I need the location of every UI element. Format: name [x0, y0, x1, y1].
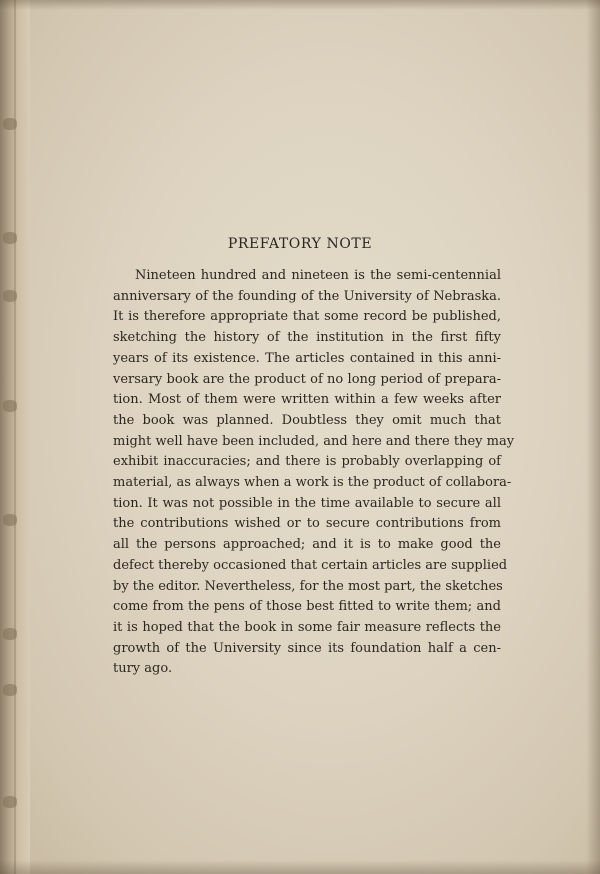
binding-stitch-mark [3, 290, 17, 302]
binding-stitch-mark [3, 232, 17, 244]
text-line: tion. It was not possible in the time available to secure all [113, 495, 501, 511]
page-heading: PREFATORY NOTE [227, 236, 373, 252]
text-line: tury ago. [113, 661, 173, 677]
binding-stitch-mark [3, 400, 17, 412]
page-top-shadow [0, 0, 600, 10]
prefatory-paragraph [113, 266, 515, 680]
text-line: sketching the history of the institution in the first fifty [113, 330, 501, 346]
text-line: material, as always when a work is the product of collabora- [113, 475, 512, 491]
text-line: exhibit inaccuracies; and there is probably overlapping of [113, 454, 501, 470]
binding-edge-line [14, 0, 16, 874]
page-bottom-shadow [0, 860, 600, 874]
text-line: defect thereby occasioned that certain articles are supplied [113, 557, 508, 573]
text-line: growth of the University since its foundation half a cen- [113, 640, 501, 656]
text-line: might well have been included, and here and there they may [113, 433, 515, 449]
text-line: the book was planned. Doubtless they omit much that [113, 412, 501, 428]
text-line: by the editor. Nevertheless, for the most part, the sketches [113, 578, 503, 594]
text-line: years of its existence. The articles contained in this anni- [113, 350, 501, 366]
text-line: the contributions wished or to secure contributions from [113, 516, 501, 532]
text-line: Nineteen hundred and nineteen is the semi-centennial [135, 268, 501, 283]
page-right-shadow [586, 0, 600, 874]
binding-stitch-mark [3, 514, 17, 526]
binding-stitch-mark [3, 628, 17, 640]
binding-stitch-mark [3, 118, 17, 130]
text-line: come from the pens of those best fitted to write them; and [113, 599, 501, 615]
binding-stitch-mark [3, 684, 17, 696]
text-line: it is hoped that the book in some fair measure reflects the [113, 619, 501, 635]
text-line: It is therefore appropriate that some record be published, [113, 309, 501, 325]
text-line: anniversary of the founding of the University of Nebraska. [113, 288, 501, 304]
text-line: all the persons approached; and it is to make good the [113, 537, 501, 553]
text-line: versary book are the product of no long period of prepara- [113, 371, 501, 387]
binding-stitch-mark [3, 796, 17, 808]
text-line: tion. Most of them were written within a few weeks after [113, 392, 501, 408]
